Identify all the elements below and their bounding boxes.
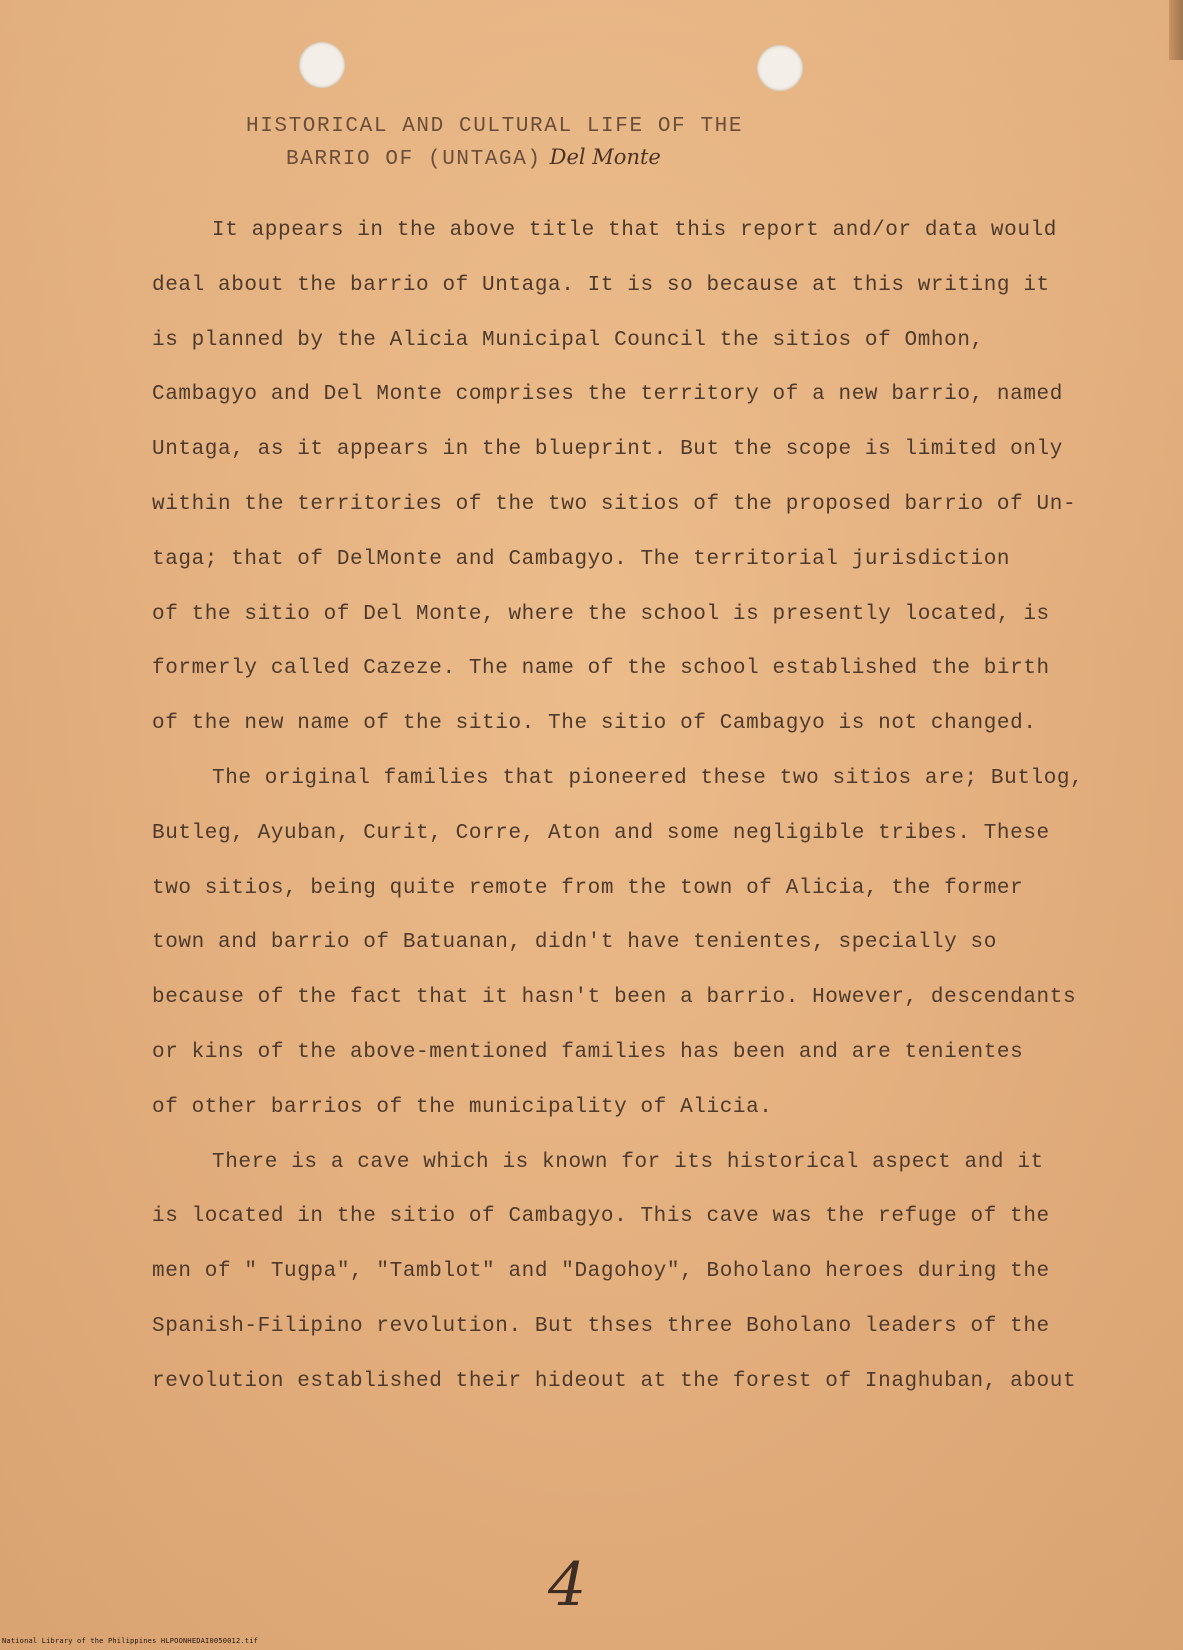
title-line-2-text: BARRIO OF (UNTAGA)	[286, 148, 542, 171]
text-line: of the new name of the sitio. The sitio of Cambagyo is not changed.	[152, 712, 1037, 736]
text-line: formerly called Cazeze. The name of the school established the birth	[152, 657, 1050, 681]
text-line: It appears in the above title that this report and/or data would	[212, 219, 1057, 242]
text-line: Butleg, Ayuban, Curit, Corre, Aton and some negligible tribes. These	[152, 821, 1050, 845]
document-body	[152, 204, 1112, 1410]
text-line: There is a cave which is known for its historical aspect and it	[212, 1150, 1044, 1174]
punch-hole-right	[757, 45, 803, 91]
page-number: 4	[548, 1550, 587, 1620]
punch-hole-left	[299, 42, 345, 88]
text-line: revolution established their hideout at the forest of Inaghuban, about	[152, 1369, 1077, 1393]
text-line: because of the fact that it hasn't been a barrio. However, descendants	[152, 986, 1077, 1010]
text-line: two sitios, being quite remote from the town of Alicia, the former	[152, 876, 1024, 900]
text-line: of other barrios of the municipality of Alicia.	[152, 1095, 773, 1119]
text-line: is located in the sitio of Cambagyo. This cave was the refuge of the	[152, 1205, 1050, 1229]
document-title	[246, 112, 743, 175]
text-line: Spanish-Filipino revolution. But thses three Boholano leaders of the	[152, 1314, 1050, 1338]
text-line: Cambagyo and Del Monte comprises the territory of a new barrio, named	[152, 383, 1063, 407]
title-line-2	[246, 142, 743, 175]
text-line: The original families that pioneered these two sitios are; Butlog,	[212, 766, 1084, 790]
text-line: or kins of the above-mentioned families has been and are tenientes	[152, 1040, 1024, 1064]
page-edge-shadow	[1169, 0, 1183, 60]
title-line-1: HISTORICAL AND CULTURAL LIFE OF THE	[246, 115, 744, 138]
text-line: within the territories of the two sitios of the proposed barrio of Un-	[152, 492, 1077, 516]
handwritten-annotation: Del Monte	[549, 145, 661, 169]
text-line: of the sitio of Del Monte, where the school is presently located, is	[152, 602, 1050, 626]
text-line: taga; that of DelMonte and Cambagyo. The territorial jurisdiction	[152, 547, 1011, 571]
text-line: Untaga, as it appears in the blueprint. But the scope is limited only	[152, 438, 1063, 462]
text-line: deal about the barrio of Untaga. It is so because at this writing it	[152, 273, 1050, 297]
text-line: is planned by the Alicia Municipal Council the sitios of Omhon,	[152, 328, 984, 352]
text-line: men of " Tugpa", "Tamblot" and "Dagohoy", Boholano heroes during the	[152, 1260, 1050, 1284]
archive-footer: National Library of the Philippines HLPOONHEDAI0050012.tif	[2, 1637, 259, 1645]
text-line: town and barrio of Batuanan, didn't have tenientes, specially so	[152, 931, 997, 955]
